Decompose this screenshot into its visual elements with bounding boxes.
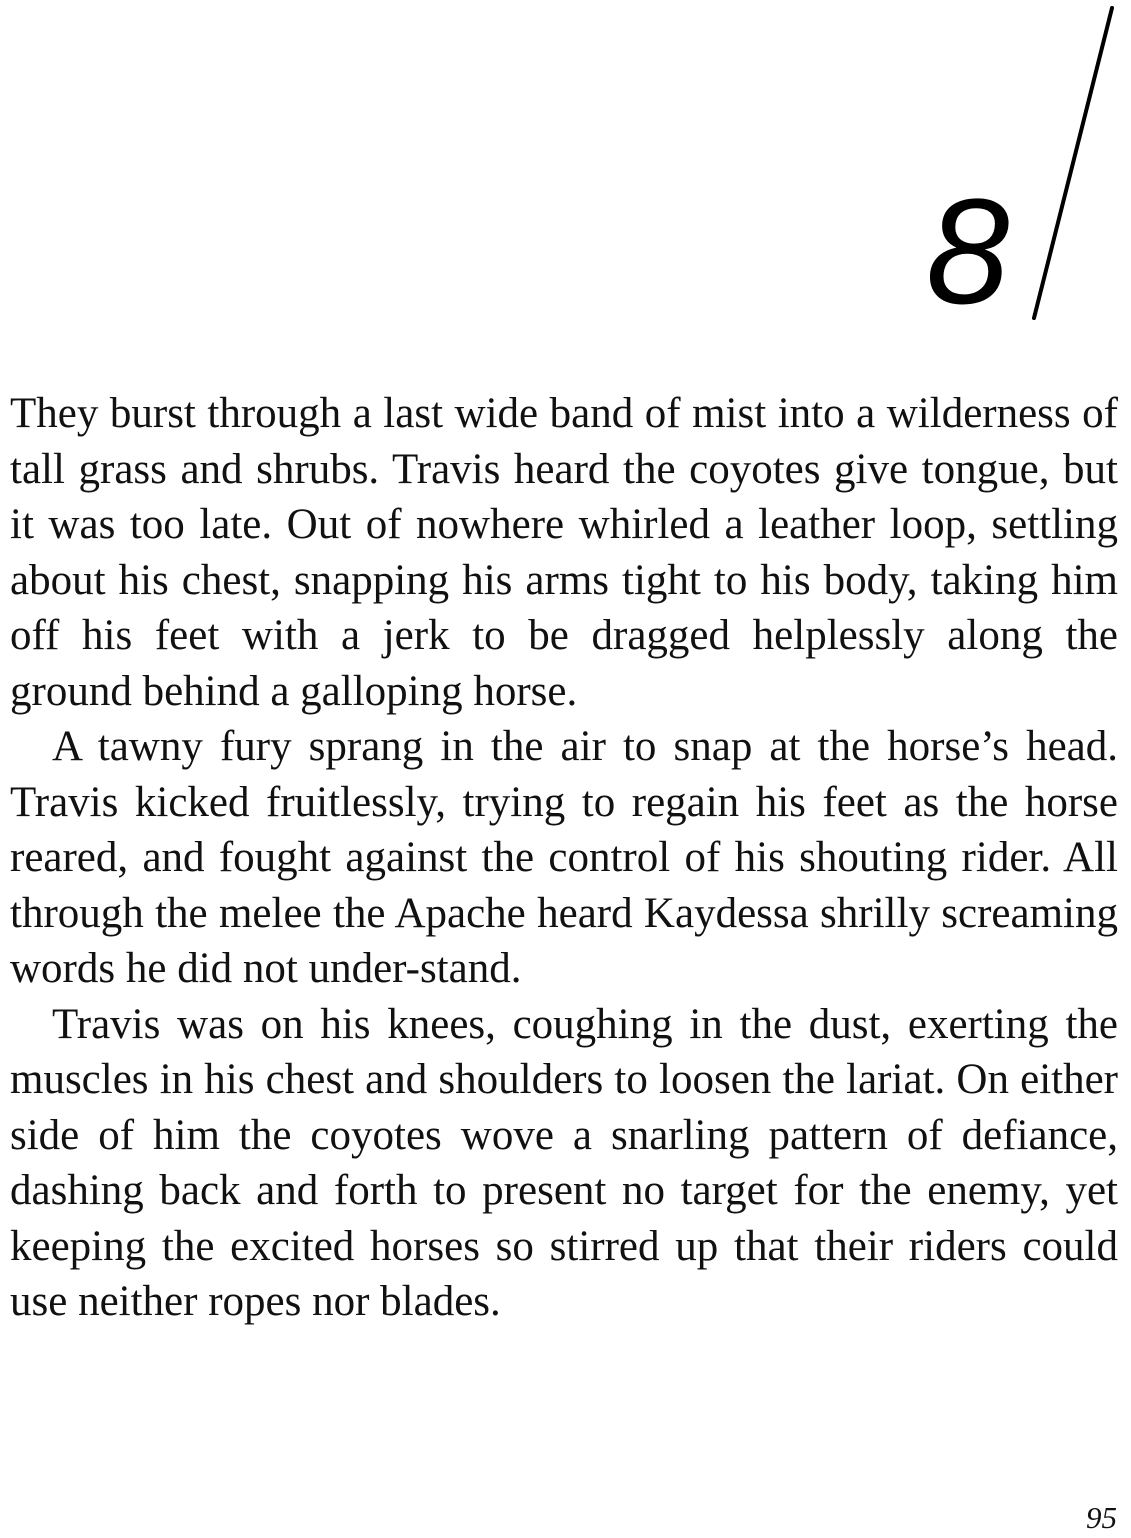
chapter-number: 8 <box>926 167 1010 335</box>
body-text <box>10 386 1118 1330</box>
paragraph-1: They burst through a last wide band of mist into a wilderness of tall grass and shrubs. Travis heard the coyotes give tongue, but it was too late. Out of nowhere whirled a leather loop, settling about his chest, snapping his arms tight to his body, taking him off his feet with a jerk to be dragged helplessly along the ground behind a galloping horse. <box>10 390 1118 715</box>
paragraph-3: Travis was on his knees, coughing in the dust, exerting the muscles in his chest and shoulders to loosen the lariat. On either side of him the coyotes wove a snarling pattern of defiance, dashing back and forth to present no target for the enemy, yet keeping the excited horses so stirred up that their riders could use neither ropes nor blades. <box>10 1000 1118 1325</box>
paragraph-2: A tawny fury sprang in the air to snap at the horse’s head. Travis kicked fruitlessly, trying to regain his feet as the horse reared, and fought against the control of his shouting rider. All through the melee the Apache heard Kaydessa shrilly screaming words he did not under-stand. <box>10 723 1118 992</box>
chapter-heading <box>0 0 1131 335</box>
page-number: 95 <box>1086 1500 1117 1535</box>
